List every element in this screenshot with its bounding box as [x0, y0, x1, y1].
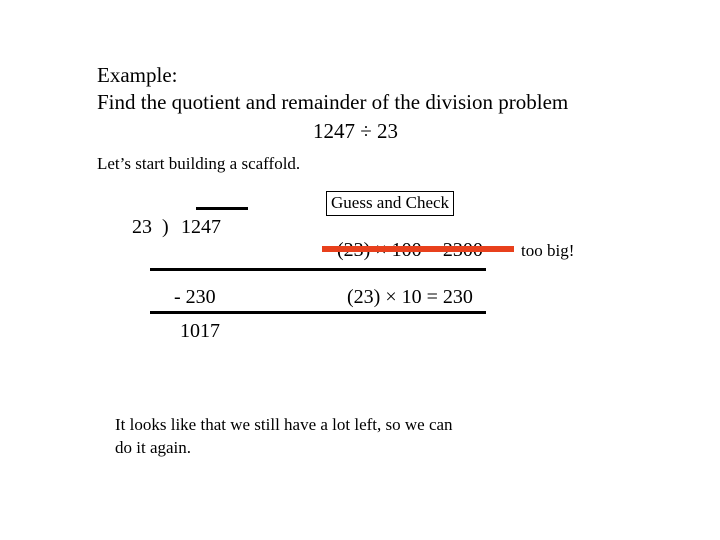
dividend: 1247: [181, 216, 221, 238]
divisor: 23: [132, 216, 152, 238]
intro-text: Let’s start building a scaffold.: [97, 154, 301, 173]
division-bar: [196, 207, 248, 210]
division-bracket: ): [162, 216, 169, 238]
scaffold-line-2: [150, 311, 486, 314]
too-big-note: too big!: [521, 241, 575, 260]
title-line-1: Example:: [97, 63, 178, 87]
problem-statement: 1247 ÷ 23: [313, 119, 399, 143]
guess-try-2: (23) × 10 = 230: [347, 286, 473, 308]
footer-line-2: do it again.: [115, 438, 192, 457]
title-line-2: Find the quotient and remainder of the division problem: [97, 90, 569, 114]
guess-and-check-box: Guess and Check: [326, 191, 454, 216]
scaffold-line-1: [150, 268, 486, 271]
remainder-value: 1017: [180, 320, 220, 342]
strike-through-line: [322, 246, 514, 252]
subtract-value: - 230: [174, 286, 216, 308]
footer-line-1: It looks like that we still have a lot left, so we can: [115, 415, 453, 434]
